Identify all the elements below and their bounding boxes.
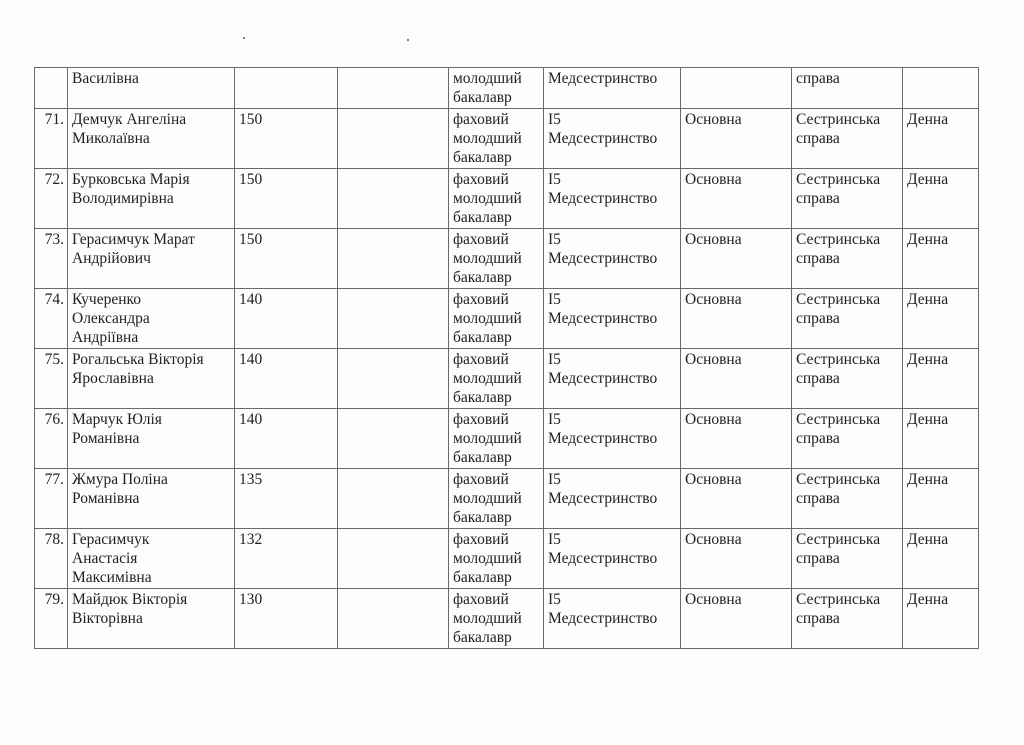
table-row — [35, 109, 979, 169]
study-form: Денна — [903, 349, 979, 409]
specialty: І5 Медсестринство — [544, 589, 681, 649]
row-number: 77. — [35, 469, 68, 529]
study-form: Денна — [903, 589, 979, 649]
empty-cell — [338, 469, 449, 529]
degree: фаховий молодший бакалавр — [449, 109, 544, 169]
empty-cell — [338, 68, 449, 109]
score: 135 — [235, 469, 338, 529]
program: Сестринська справа — [792, 409, 903, 469]
empty-cell — [338, 529, 449, 589]
funding-basis — [681, 68, 792, 109]
table-row — [35, 589, 979, 649]
empty-cell — [338, 289, 449, 349]
row-number: 74. — [35, 289, 68, 349]
specialty: І5 Медсестринство — [544, 409, 681, 469]
funding-basis: Основна — [681, 529, 792, 589]
degree: фаховий молодший бакалавр — [449, 349, 544, 409]
study-form: Денна — [903, 469, 979, 529]
specialty: І5 Медсестринство — [544, 469, 681, 529]
applicant-name: Герасимчук Анастасія Максимівна — [68, 529, 235, 589]
degree: фаховий молодший бакалавр — [449, 469, 544, 529]
study-form: Денна — [903, 229, 979, 289]
applicant-name: Майдюк Вікторія Вікторівна — [68, 589, 235, 649]
applicant-name: Василівна — [68, 68, 235, 109]
specialty: І5 Медсестринство — [544, 349, 681, 409]
program: справа — [792, 68, 903, 109]
specialty: Медсестринство — [544, 68, 681, 109]
specialty: І5 Медсестринство — [544, 109, 681, 169]
applicants-table — [34, 67, 979, 649]
row-number: 76. — [35, 409, 68, 469]
empty-cell — [338, 109, 449, 169]
program: Сестринська справа — [792, 169, 903, 229]
row-number: 73. — [35, 229, 68, 289]
score: 140 — [235, 409, 338, 469]
study-form: Денна — [903, 529, 979, 589]
degree: фаховий молодший бакалавр — [449, 229, 544, 289]
applicant-name: Кучеренко Олександра Андріївна — [68, 289, 235, 349]
degree: фаховий молодший бакалавр — [449, 289, 544, 349]
degree: фаховий молодший бакалавр — [449, 589, 544, 649]
study-form: Денна — [903, 169, 979, 229]
program: Сестринська справа — [792, 529, 903, 589]
degree: фаховий молодший бакалавр — [449, 409, 544, 469]
funding-basis: Основна — [681, 469, 792, 529]
score: 140 — [235, 349, 338, 409]
degree: фаховий молодший бакалавр — [449, 529, 544, 589]
row-number: 78. — [35, 529, 68, 589]
program: Сестринська справа — [792, 289, 903, 349]
degree: фаховий молодший бакалавр — [449, 169, 544, 229]
program: Сестринська справа — [792, 349, 903, 409]
funding-basis: Основна — [681, 169, 792, 229]
table-row — [35, 169, 979, 229]
empty-cell — [338, 229, 449, 289]
specialty: І5 Медсестринство — [544, 169, 681, 229]
score: 140 — [235, 289, 338, 349]
applicant-name: Демчук Ангеліна Миколаївна — [68, 109, 235, 169]
applicant-name: Марчук Юлія Романівна — [68, 409, 235, 469]
study-form — [903, 68, 979, 109]
score — [235, 68, 338, 109]
study-form: Денна — [903, 409, 979, 469]
row-number — [35, 68, 68, 109]
scan-speck — [243, 37, 245, 39]
program: Сестринська справа — [792, 469, 903, 529]
applicant-name: Герасимчук Марат Андрійович — [68, 229, 235, 289]
empty-cell — [338, 349, 449, 409]
study-form: Денна — [903, 109, 979, 169]
score: 132 — [235, 529, 338, 589]
score: 150 — [235, 229, 338, 289]
row-number: 75. — [35, 349, 68, 409]
row-number: 71. — [35, 109, 68, 169]
funding-basis: Основна — [681, 109, 792, 169]
table-row — [35, 409, 979, 469]
funding-basis: Основна — [681, 229, 792, 289]
specialty: І5 Медсестринство — [544, 229, 681, 289]
empty-cell — [338, 589, 449, 649]
row-number: 72. — [35, 169, 68, 229]
table-row — [35, 349, 979, 409]
empty-cell — [338, 169, 449, 229]
scan-speck — [407, 39, 409, 41]
specialty: І5 Медсестринство — [544, 529, 681, 589]
program: Сестринська справа — [792, 589, 903, 649]
empty-cell — [338, 409, 449, 469]
program: Сестринська справа — [792, 109, 903, 169]
specialty: І5 Медсестринство — [544, 289, 681, 349]
score: 150 — [235, 109, 338, 169]
row-number: 79. — [35, 589, 68, 649]
funding-basis: Основна — [681, 409, 792, 469]
table-row — [35, 68, 979, 109]
applicant-name: Жмура Поліна Романівна — [68, 469, 235, 529]
funding-basis: Основна — [681, 289, 792, 349]
study-form: Денна — [903, 289, 979, 349]
funding-basis: Основна — [681, 349, 792, 409]
degree: молодший бакалавр — [449, 68, 544, 109]
table-row — [35, 529, 979, 589]
table-row — [35, 289, 979, 349]
funding-basis: Основна — [681, 589, 792, 649]
program: Сестринська справа — [792, 229, 903, 289]
applicant-name: Рогальська Вікторія Ярославівна — [68, 349, 235, 409]
table-row — [35, 229, 979, 289]
score: 150 — [235, 169, 338, 229]
applicant-name: Бурковська Марія Володимирівна — [68, 169, 235, 229]
score: 130 — [235, 589, 338, 649]
table-row — [35, 469, 979, 529]
